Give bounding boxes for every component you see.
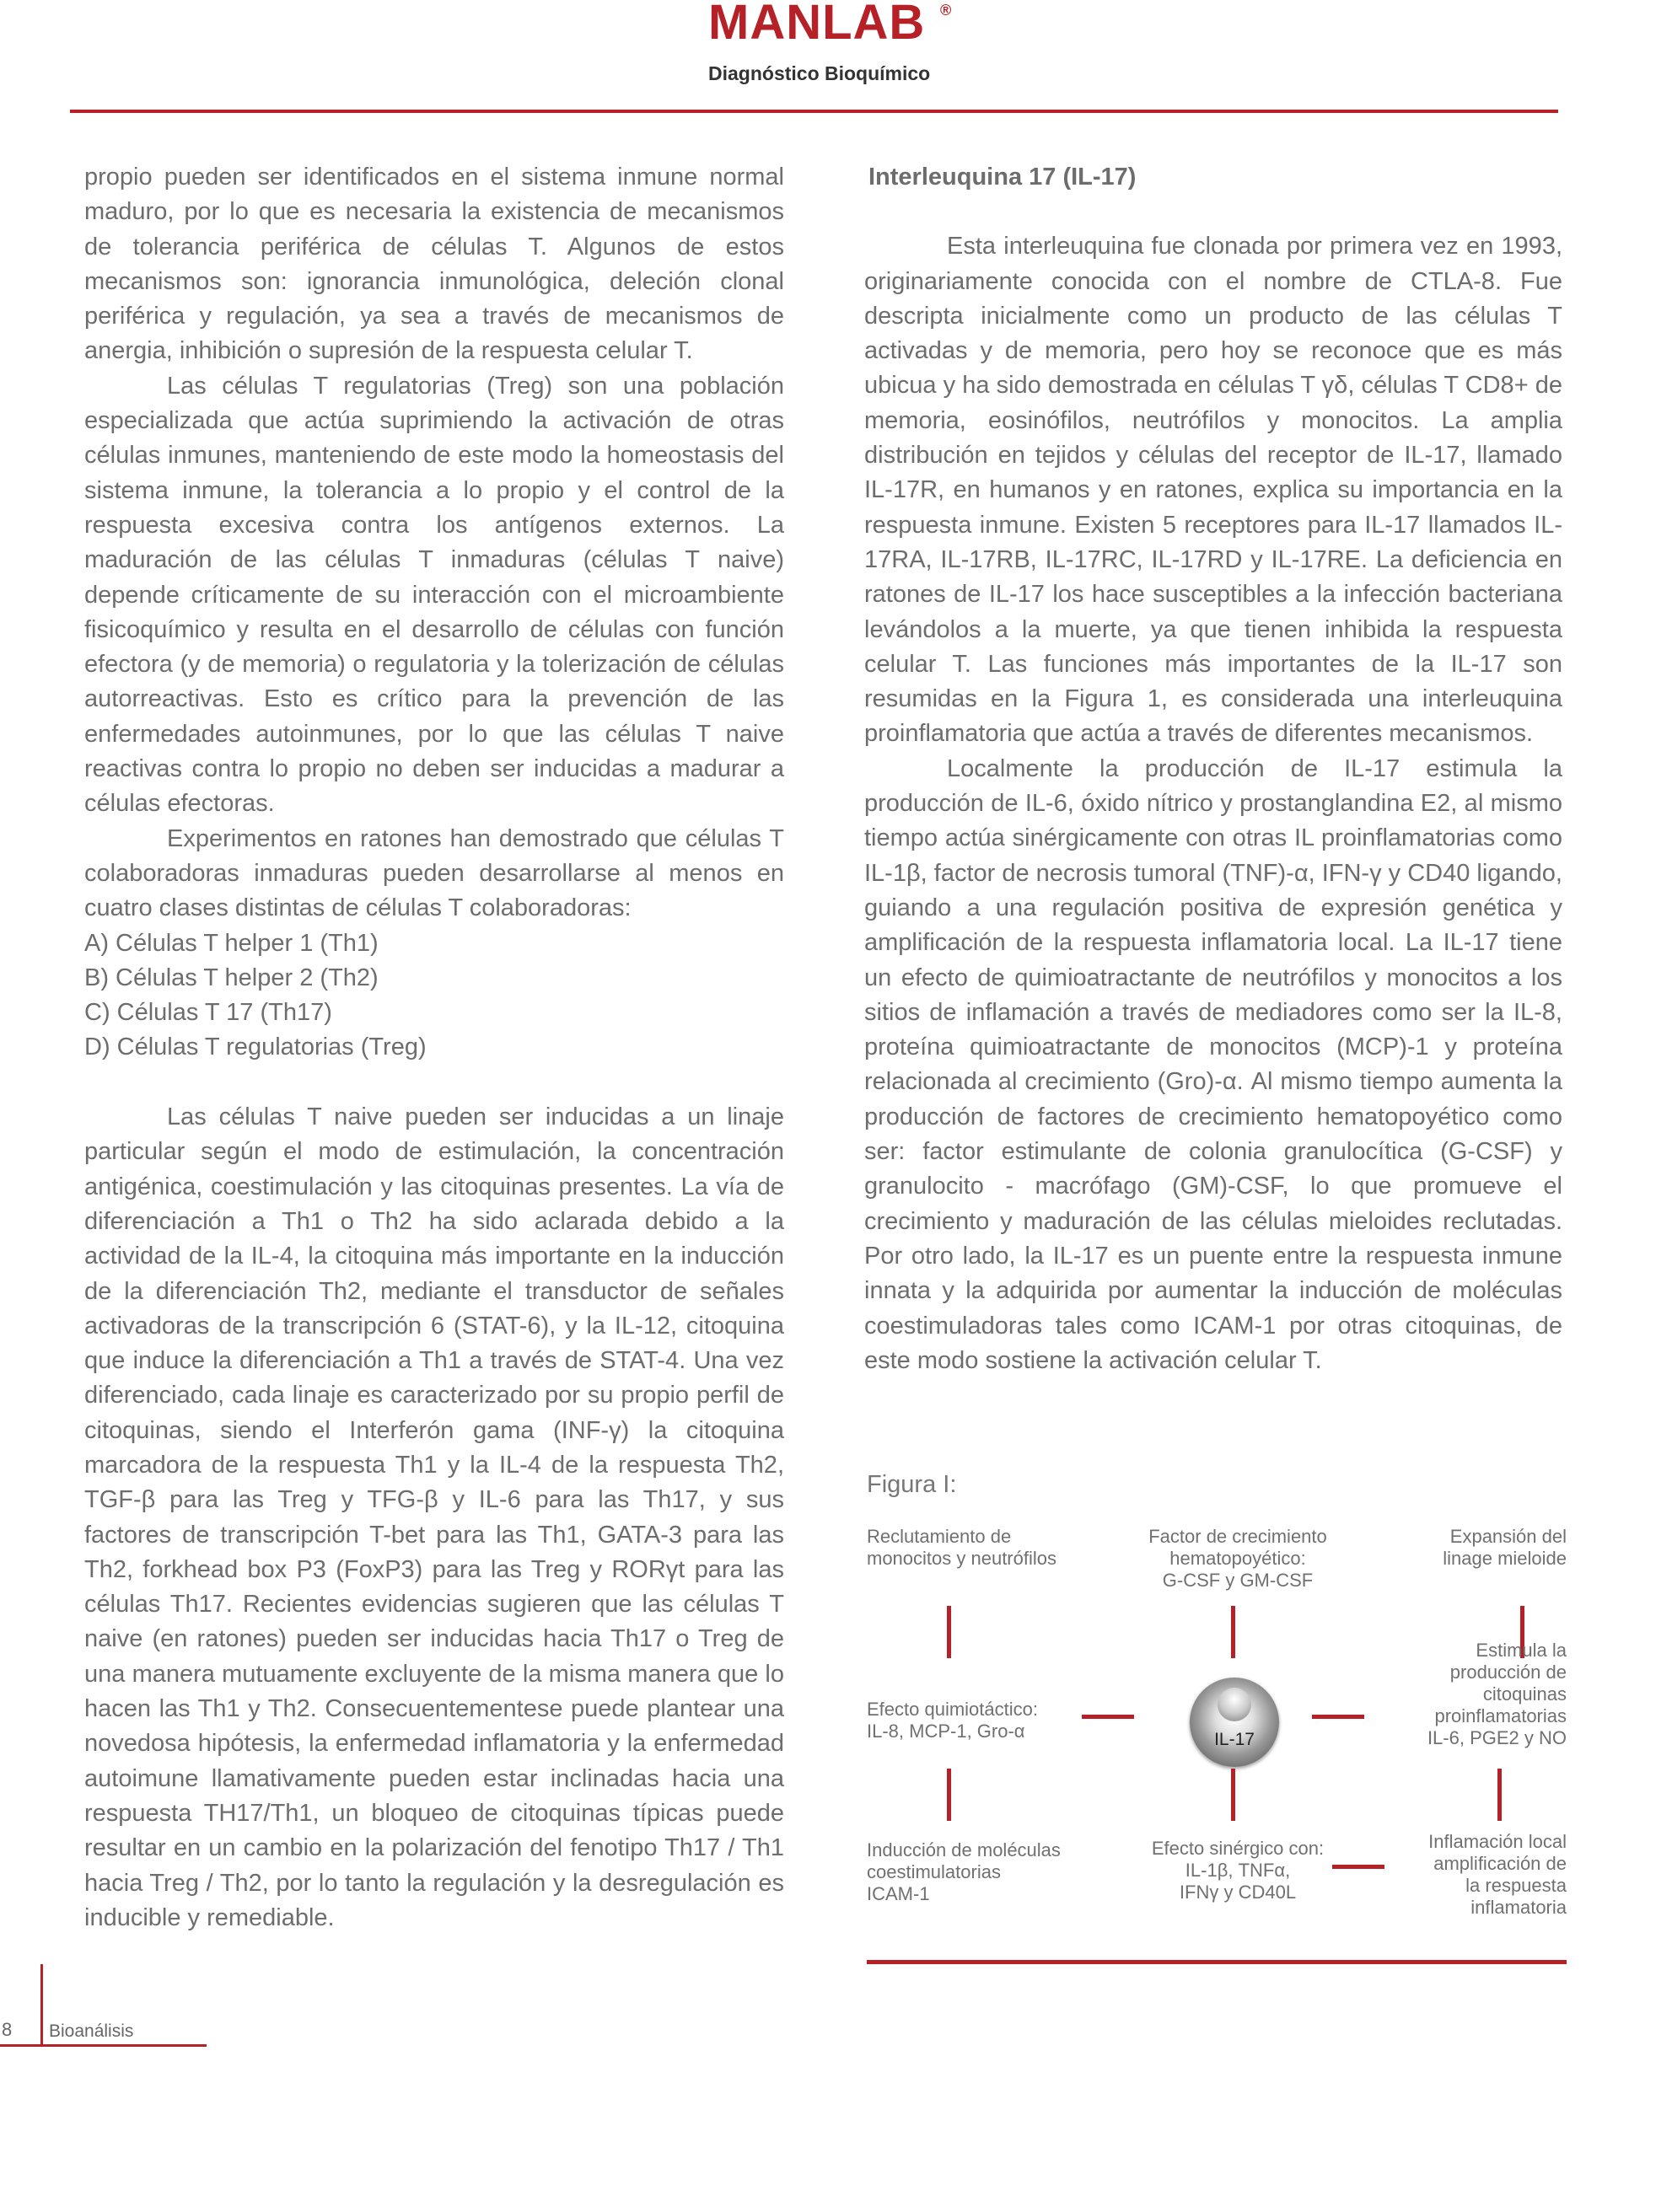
- figure-label-chemotactic: Efecto quimiotáctico: IL-8, MCP-1, Gro-α: [867, 1699, 1038, 1742]
- logo-subtitle: Diagnóstico Bioquímico: [708, 62, 931, 84]
- page-number: 8: [2, 2019, 13, 2040]
- list-item: A) Células T helper 1 (Th1): [84, 929, 379, 957]
- figure-bottom-rule: [867, 1960, 1567, 1964]
- left-column: [84, 160, 784, 1936]
- publication-name: Bioanálisis: [49, 2021, 134, 2041]
- list-item: B) Células T helper 2 (Th2): [84, 964, 379, 991]
- figure-label: Figura I:: [867, 1471, 957, 1498]
- figure-label-synergy: Efecto sinérgico con: IL-1β, TNFα, IFNγ y CD40L: [1151, 1838, 1325, 1903]
- page-header: [0, 0, 1672, 118]
- logo-text: MANLAB: [708, 0, 926, 50]
- connector-bar: [1231, 1606, 1235, 1658]
- connector-bar: [1312, 1715, 1364, 1719]
- section-heading: Interleuquina 17 (IL-17): [868, 164, 1137, 191]
- paragraph: Las células T regulatorias (Treg) son una población especializada que actúa suprimiendo la activación de otras células inmunes, manteniendo de este modo la homeostasis del sistema inmune, la tolerancia a lo propio y el control de la respuesta excesiva contra los antígenos externos. La maduración de las células T inmaduras (células T naive) depende críticamente de su interacción con el microambiente fisicoquímico y resulta en el desarrollo de células con función efectora (y de memoria) o regulatoria y la tolerización de células autorreactivas. Esto es crítico para la prevención de las enfermedades autoinmunes, por lo que las células T naive reactivas contra lo propio no deben ser inducidas a madurar a células efectoras.: [84, 372, 784, 818]
- paragraph: Experimentos en ratones han demostrado que células T colaboradoras inmaduras pueden desarrollarse al menos en cuatro clases distintas de células T colaboradoras:: [84, 824, 784, 922]
- figure-label-costimulatory: Inducción de moléculas coestimulatorias ICAM-1: [867, 1839, 1061, 1904]
- paragraph: propio pueden ser identificados en el sistema inmune normal maduro, por lo que es necesaria la existencia de mecanismos de tolerancia periférica de células T. Algunos de estos mecanismos son: ignorancia inmunológica, deleción clonal periférica y regulación, ya sea a través de mecanismos de anergia, inhibición o supresión de la respuesta celular T.: [84, 164, 784, 365]
- paragraph: Esta interleuquina fue clonada por primera vez en 1993, originariamente conocida con el nombre de CTLA-8. Fue descripta inicialmente como un producto de las células T activadas y de memoria, pero hoy se reconoce que es más ubicua y ha sido demostrada en células T γδ, células T CD8+ de memoria, eosinófilos, neutrófilos y monocitos. La amplia distribución en tejidos y células del receptor de IL-17, llamado IL-17R, en humanos y en ratones, explica su importancia en la respuesta inmune. Existen 5 receptores para IL-17 llamados IL-17RA, IL-17RB, IL-17RC, IL-17RD y IL-17RE. La deficiencia en ratones de IL-17 los hace susceptibles a la infección bacteriana levándolos a la muerte, ya que tienen inhibida la respuesta celular T. Las funciones más importantes de la IL-17 son resumidas en la Figura 1, es considerada una interleuquina proinflamatoria que actúa a través de diferentes mecanismos.: [864, 233, 1562, 748]
- list-item: D) Células T regulatorias (Treg): [84, 1034, 427, 1061]
- header-divider: [70, 110, 1558, 113]
- connector-bar: [1332, 1865, 1384, 1869]
- spacer: [84, 1066, 784, 1100]
- figure-label-growth-factor: Factor de crecimiento hematopoyético: G-CSF y GM-CSF: [1148, 1526, 1327, 1591]
- right-column: [864, 160, 1562, 1378]
- connector-bar: [947, 1606, 951, 1658]
- connector-bar: [1082, 1715, 1134, 1719]
- connector-bar: [1231, 1769, 1235, 1821]
- figure-label-recruitment: Reclutamiento de monocitos y neutrófilos: [867, 1526, 1056, 1569]
- figure-label-local-inflammation: Inflamación local amplificación de la respuesta inflamatoria: [1428, 1831, 1567, 1918]
- il17-figure: [867, 1517, 1567, 1964]
- connector-bar: [947, 1769, 951, 1821]
- list-item: C) Células T 17 (Th17): [84, 999, 332, 1027]
- figure-label-cytokine-production: Estimula la producción de citoquinas proinflamatorias IL-6, PGE2 y NO: [1427, 1640, 1567, 1748]
- figure-label-myeloid-expansion: Expansión del linage mieloide: [1443, 1526, 1567, 1569]
- footer-horizontal-rule: [0, 2044, 207, 2047]
- connector-bar: [1497, 1769, 1502, 1821]
- paragraph: Las células T naive pueden ser inducidas a un linaje particular según el modo de estimulación, la concentración antigénica, coestimulación y las citoquinas presentes. La vía de diferenciación a Th1 o Th2 ha sido aclarada debido a la actividad de la IL-4, la citoquina más importante en la inducción de la diferenciación Th2, mediante el transductor de señales activadoras de la transcripción 6 (STAT-6), y la IL-12, citoquina que induce la diferenciación a Th1 a través de STAT-4. Una vez diferenciado, cada linaje es caracterizado por su propio perfil de citoquinas, siendo el Interferón gama (INF-γ) la citoquina marcadora de la respuesta Th1 y la IL-4 de la respuesta Th2, TGF-β para las Treg y TFG-β y IL-6 para las Th17, y sus factores de transcripción T-bet para las Th1, GATA-3 para las Th2, forkhead box P3 (FoxP3) para las Treg y RORγt para las células Th17. Recientes evidencias sugieren que las células T naive (en ratones) pueden ser inducidas hacia Th17 o Treg de una manera mutuamente excluyente de la misma manera que lo hacen las Th1 y Th2. Consecuentementese puede plantear una novedosa hipótesis, la enfermedad inflamatoria y la enfermedad autoimune llamativamente pueden estar inclinadas hacia una respuesta TH17/Th1, un bloqueo de citoquinas típicas puede resultar en un cambio en la polarización del fenotipo Th17 / Th1 hacia Treg / Th2, por lo tanto la regulación y la desregulación es inducible y remediable.: [84, 1103, 784, 1931]
- logo-registered-mark: ®: [940, 2, 952, 19]
- paragraph: Localmente la producción de IL-17 estimula la producción de IL-6, óxido nítrico y prostanglandina E2, al mismo tiempo actúa sinérgicamente con otras IL proinflamatorias como IL-1β, factor de necrosis tumoral (TNF)-α, IFN-γ y CD40 ligando, guiando a una regulación positiva de expresión genética y amplificación de la respuesta inflamatoria local. La IL-17 tiene un efecto de quimioatractante de neutrófilos y monocitos a los sitios de inflamación a través de mediadores como ser la IL-8, proteína quimioatractante de monocitos (MCP)-1 y proteína relacionada al crecimiento (Gro)-α. Al mismo tiempo aumenta la producción de factores de crecimiento hematopoyético como ser: factor estimulante de colonia granulocítica (G-CSF) y granulocito - macrófago (GM)-CSF, lo que promueve el crecimiento y maduración de las células mieloides reclutadas. Por otro lado, la IL-17 es un puente entre la respuesta inmune innata y la adquirida por aumentar la inducción de moléculas coestimuladoras tales como ICAM-1 por otras citoquinas, de este modo sostiene la activación celular T.: [864, 754, 1562, 1374]
- footer-vertical-rule: [40, 1964, 43, 2044]
- manlab-logo: [708, 2, 961, 86]
- il17-center-node: IL-17: [1190, 1678, 1279, 1767]
